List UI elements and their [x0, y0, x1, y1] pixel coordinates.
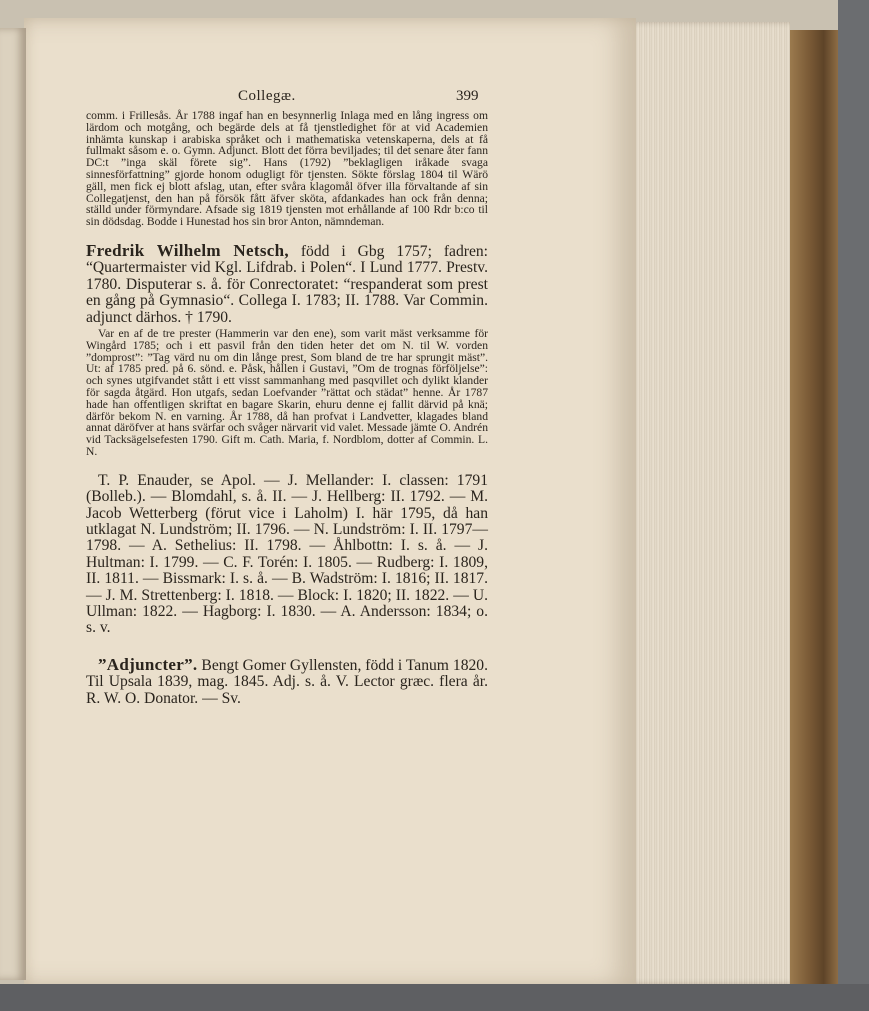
page-block-edges	[610, 22, 790, 984]
paragraph-text: Var en af de tre prester (Hammerin var den ene), som varit mäst verksamme för Wingård 1785; och i ett pasvil från den tiden heter det om N. til W. vorden ”domprost”: ”Tag värd nu om din långe prest, Som bland de tre har sprungit mäst”. Ut: af 1785 pred. på 6. sönd. e. Påsk, hållen i Gustavi, ”Om de trognas förföljelse”: och synes utgifvandet stått i ett visst sammanhang med pasqvillet och dylikt klander för sagda åtgärd. Hon utgafs, sedan Loefvander ”rättat och städat” henne. År 1787 hade han offentligen skriftat en bagare Skarin, ehuru denne ej fallit därvid på knä; därför bekom N. en varning. År 1788, då han profvat i Landvetter, klagades bland annat däröfver at hans svärfar och svåger närvarit vid valet. Messade jämte O. Andrén vid Tacksägelsefesten 1790. Gift m. Cath. Maria, f. Nordblom, dotter af Commin. L. N.	[86, 327, 488, 458]
page-text	[86, 88, 488, 707]
background-right	[838, 0, 869, 1011]
paragraph-text: T. P. Enauder, se Apol. — J. Mellander: I. classen: 1791 (Bolleb.). — Blomdahl, s. å. II. — J. Hellberg: II. 1792. — M. Jacob Wetterberg (förut vice i Laholm) I. här 1795, då han utklagat N. Lundström; II. 1796. — N. Lundström: I. II. 1797—1798. — A. Sethelius: II. 1798. — Åhlbottn: I. s. å. — J. Hultman: I. 1799. — C. F. Torén: I. 1805. — Rudberg: I. 1809, II. 1811. — Bissmark: I. s. å. — B. Wadström: I. 1816; II. 1817. — J. M. Strettenberg: I. 1818. — Block: I. 1820; II. 1822. — U. Ullman: 1822. — Hagborg: I. 1830. — A. Andersson: 1834; o. s. v.	[86, 471, 488, 637]
running-header	[86, 88, 488, 110]
page-number: 399	[456, 88, 479, 104]
bottom-shadow	[0, 984, 869, 1011]
paragraph-adjuncter	[86, 654, 488, 707]
paragraph-text: comm. i Frillesås. År 1788 ingaf han en besynnerlig Inlaga med en lång ingress om lärdom och motgång, och begärde dels at få tjenstledighet för at vid Academien inhämta kunskap i arabiska språket och i mathematiska vetenskaperna, dels at få fullmakt såsom e. o. Gymn. Adjunct. Blott det förra beviljades; til det senare åter fann DC:t ”inga skäl förete sig”. Hans (1792) ”beklagligen iråkade svaga sinnesförfattning” gjorde honom odugligt för tjensten. Sökte förslag 1804 til Wärö gäll, men fick ej blott afslag, utan, efter svåra klagomål öfver illa förvaltande af sin Collegatjenst, den han på försök fått äfver sköta, afdankades han ock från denna; ställd under förmyndare. Afsade sig 1819 tjensten mot erhållande af 100 Rdr b:co til sin dödsdag. Bodde i Hunestad hos sin bror Anton, nämndeman.	[86, 109, 488, 229]
paragraph-frillesas	[86, 110, 488, 228]
entry-name-netsch: Fredrik Wilhelm Netsch,	[86, 240, 289, 260]
section-heading-adjuncter: ”Adjuncter”.	[98, 654, 198, 674]
paragraph-netsch	[86, 240, 489, 326]
book-cover-edge	[790, 30, 838, 988]
paragraph-netsch-notes	[86, 328, 488, 458]
paragraph-text: född i Gbg 1757; fadren: “Quartermaister vid Kgl. Lifdrab. i Polen“. I Lund 1777. Prestv. 1780. Disputerar s. å. för Conrectoratet: “respanderat som prest en gång på Gymnasio“. Collega I. 1783; II. 1788. Var Commin. adjunct därhos. † 1790.	[86, 242, 489, 326]
facing-page-edge	[0, 28, 26, 980]
paragraph-collegae-list	[86, 473, 488, 637]
paragraph-text: Bengt Gomer Gyllensten, född i Tanum 1820. Til Upsala 1839, mag. 1845. Adj. s. å. V. Lector græc. flera år. R. W. O. Donator. — Sv.	[86, 656, 488, 707]
header-title: Collegæ.	[238, 88, 296, 104]
